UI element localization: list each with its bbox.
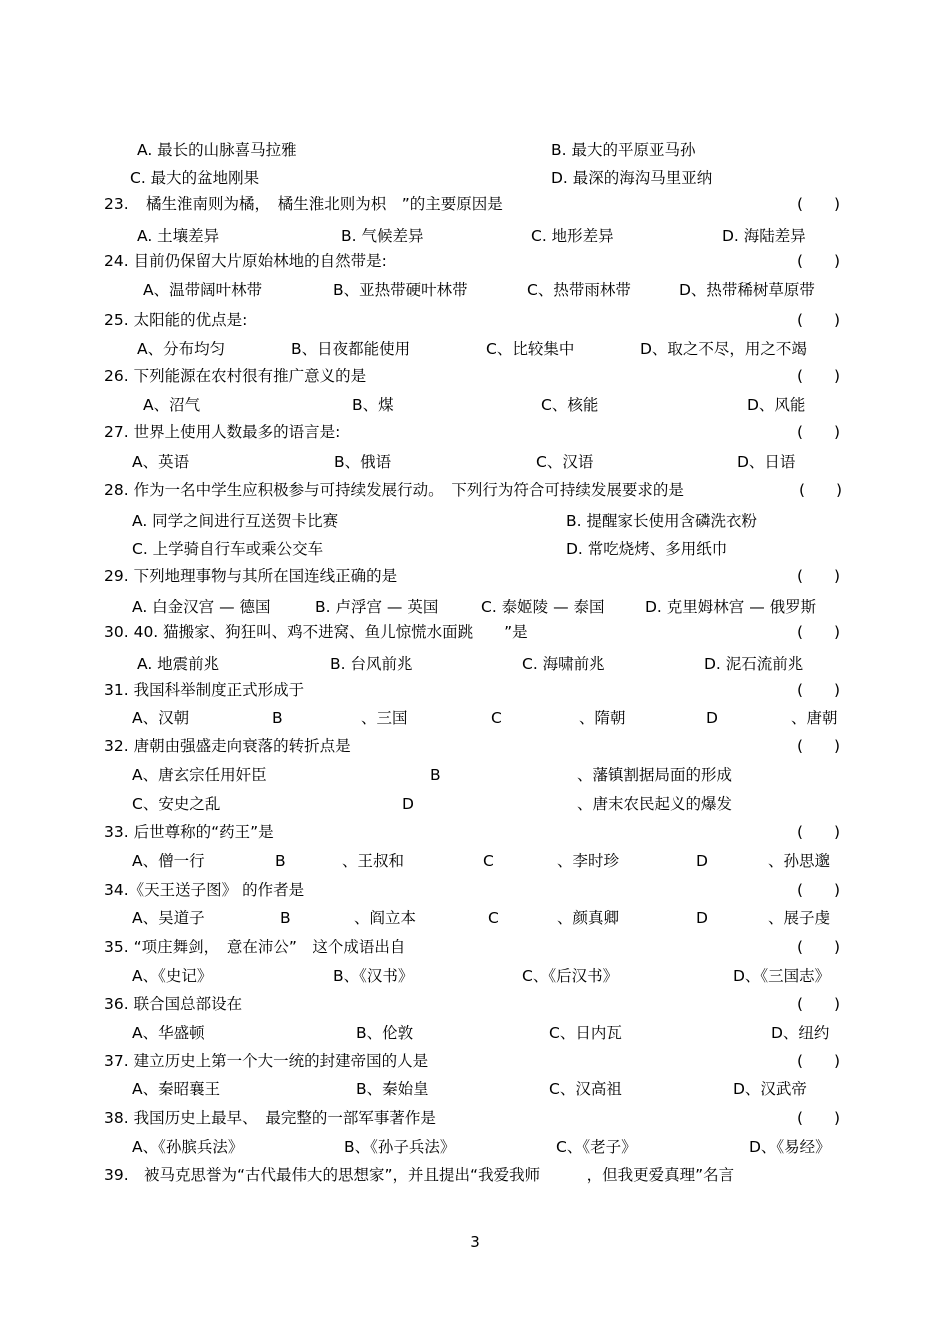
option-c: C、日内瓦 [549, 1024, 622, 1042]
option-c: C、汉语 [536, 453, 594, 471]
option-a: A、吴道子 [132, 909, 205, 927]
answer-blank: ( ) [797, 1109, 841, 1127]
option-a: A、沼气 [143, 396, 201, 414]
option-d: D. 克里姆林宫 — 俄罗斯 [645, 598, 817, 616]
question-24 [0, 249, 950, 273]
option-c: 、颜真卿 [557, 909, 620, 927]
option-b: B. 提醒家长使用含磷洗衣粉 [566, 512, 757, 530]
option-c-letter: C [483, 852, 494, 870]
question-31-options [0, 706, 950, 730]
option-d: D. 海陆差异 [722, 227, 806, 245]
question-text: 27. 世界上使用人数最多的语言是: [104, 423, 341, 441]
question-37-options [0, 1077, 950, 1101]
question-text: 37. 建立历史上第一个大一统的封建帝国的人是 [104, 1052, 429, 1070]
option-b: B. 台风前兆 [330, 655, 413, 673]
page-number: 3 [470, 1233, 480, 1251]
question-text: 25. 太阳能的优点是: [104, 311, 248, 329]
option-a: A、温带阔叶林带 [143, 281, 263, 299]
option-a: A、英语 [132, 453, 190, 471]
option-c: C. 最大的盆地刚果 [130, 169, 260, 187]
option-b-letter: B [272, 709, 283, 727]
question-38 [0, 1106, 950, 1130]
question-33-options [0, 849, 950, 873]
option-a: A、《史记》 [132, 967, 213, 985]
option-b: B. 卢浮宫 — 英国 [315, 598, 439, 616]
question-text: 36. 联合国总部设在 [104, 995, 243, 1013]
question-text: 31. 我国科举制度正式形成于 [104, 681, 305, 699]
question-26 [0, 364, 950, 388]
option-a: A. 地震前兆 [137, 655, 220, 673]
option-d: 、展子虔 [768, 909, 831, 927]
option-c: 、李时珍 [557, 852, 620, 870]
question-28-options-row1 [0, 509, 950, 533]
answer-blank: ( ) [797, 311, 841, 329]
answer-blank: ( ) [797, 195, 841, 213]
option-a: A. 最长的山脉喜马拉雅 [137, 141, 297, 159]
option-b: 、阎立本 [354, 909, 417, 927]
answer-blank: ( ) [797, 938, 841, 956]
question-35 [0, 935, 950, 959]
question-36-options [0, 1021, 950, 1045]
option-b: B. 气候差异 [341, 227, 424, 245]
option-a: A、《孙膑兵法》 [132, 1138, 244, 1156]
question-text: 24. 目前仍保留大片原始林地的自然带是: [104, 252, 387, 270]
answer-blank: ( ) [797, 367, 841, 385]
option-c: C、热带雨林带 [527, 281, 631, 299]
option-d: D. 泥石流前兆 [704, 655, 804, 673]
answer-blank: ( ) [797, 1052, 841, 1070]
option-c: C、安史之乱 [132, 795, 221, 813]
question-25 [0, 308, 950, 332]
answer-blank: ( ) [797, 567, 841, 585]
option-d: D、纽约 [771, 1024, 830, 1042]
option-b: B、《汉书》 [333, 967, 414, 985]
option-b: B、伦敦 [356, 1024, 414, 1042]
question-text: 橘生淮南则为橘， 橘生淮北则为枳 ”的主要原因是 [146, 195, 503, 213]
question-number: 23. [104, 195, 129, 213]
question-36 [0, 992, 950, 1016]
option-b: 、王叔和 [342, 852, 405, 870]
option-c: C、《后汉书》 [522, 967, 619, 985]
option-d: 、孙思邈 [768, 852, 831, 870]
answer-blank: ( ) [797, 823, 841, 841]
question-26-options [0, 393, 950, 417]
option-a: A、秦昭襄王 [132, 1080, 221, 1098]
option-c: C、《老子》 [556, 1138, 637, 1156]
question-31 [0, 678, 950, 702]
option-b: B、俄语 [334, 453, 392, 471]
option-b: 、藩镇割据局面的形成 [577, 766, 733, 784]
question-text: 28. 作为一名中学生应积极参与可持续发展行动。 下列行为符合可持续发展要求的是 [104, 481, 684, 499]
option-d: D、热带稀树草原带 [679, 281, 815, 299]
option-d: 、唐末农民起义的爆发 [577, 795, 733, 813]
option-c-letter: C [491, 709, 502, 727]
question-24-options [0, 278, 950, 302]
option-a: A、华盛顿 [132, 1024, 205, 1042]
option-d: 、唐朝 [791, 709, 838, 727]
option-d: D、日语 [737, 453, 796, 471]
option-a: A. 同学之间进行互送贺卡比赛 [132, 512, 339, 530]
question-28-options-row2 [0, 537, 950, 561]
option-b: B、亚热带硬叶林带 [333, 281, 468, 299]
question-30 [0, 620, 950, 644]
question-23 [0, 192, 950, 216]
question-38-options [0, 1135, 950, 1159]
question-text: 30. 40. 猫搬家、狗狂叫、鸡不进窝、鱼儿惊慌水面跳 ”是 [104, 623, 528, 641]
answer-blank: ( ) [797, 623, 841, 641]
answer-blank: ( ) [797, 252, 841, 270]
question-22-options-row1 [0, 138, 950, 162]
option-c: C. 泰姬陵 — 泰国 [481, 598, 605, 616]
option-d: D、汉武帝 [733, 1080, 807, 1098]
answer-blank: ( ) [797, 681, 841, 699]
option-d: D. 最深的海沟马里亚纳 [551, 169, 713, 187]
question-text: 38. 我国历史上最早、 最完整的一部军事著作是 [104, 1109, 436, 1127]
option-b-letter: B [280, 909, 291, 927]
answer-blank: ( ) [799, 481, 843, 499]
question-35-options [0, 964, 950, 988]
question-text: 被马克思誉为“古代最伟大的思想家”，并且提出“我爱我师 ，但我更爱真理”名言 [144, 1166, 735, 1184]
option-d-letter: D [696, 909, 708, 927]
question-25-options [0, 337, 950, 361]
option-b-letter: B [275, 852, 286, 870]
option-a: A、僧一行 [132, 852, 205, 870]
option-c: 、隋朝 [579, 709, 626, 727]
question-27-options [0, 450, 950, 474]
option-c: C、比较集中 [486, 340, 575, 358]
option-a: A、汉朝 [132, 709, 190, 727]
question-34 [0, 878, 950, 902]
question-39 [0, 1163, 950, 1187]
question-29-options [0, 595, 950, 619]
option-a: A、分布均匀 [137, 340, 226, 358]
option-a: A. 土壤差异 [137, 227, 220, 245]
question-text: 29. 下列地理事物与其所在国连线正确的是 [104, 567, 398, 585]
option-b: B、秦始皇 [356, 1080, 429, 1098]
question-29 [0, 564, 950, 588]
question-text: 26. 下列能源在农村很有推广意义的是 [104, 367, 367, 385]
question-22-options-row2 [0, 166, 950, 190]
question-text: 33. 后世尊称的“药王”是 [104, 823, 274, 841]
question-27 [0, 420, 950, 444]
option-d-letter: D [706, 709, 718, 727]
option-d: D、取之不尽，用之不竭 [640, 340, 807, 358]
question-28 [0, 478, 950, 502]
option-c: C、汉高祖 [549, 1080, 622, 1098]
question-32-options-row1 [0, 763, 950, 787]
answer-blank: ( ) [797, 737, 841, 755]
option-d-letter: D [402, 795, 414, 813]
option-b: B、《孙子兵法》 [344, 1138, 456, 1156]
option-b: B、煤 [352, 396, 394, 414]
question-33 [0, 820, 950, 844]
option-d: D、风能 [747, 396, 806, 414]
question-37 [0, 1049, 950, 1073]
question-32 [0, 734, 950, 758]
option-c: C、核能 [541, 396, 599, 414]
question-34-options [0, 906, 950, 930]
answer-blank: ( ) [797, 881, 841, 899]
question-number: 39. [104, 1166, 129, 1184]
option-c: C. 上学骑自行车或乘公交车 [132, 540, 324, 558]
question-30-options [0, 652, 950, 676]
option-b: B、日夜都能使用 [291, 340, 411, 358]
question-23-options [0, 224, 950, 248]
answer-blank: ( ) [797, 995, 841, 1013]
question-text: 32. 唐朝由强盛走向衰落的转折点是 [104, 737, 351, 755]
question-text: 35. “项庄舞剑， 意在沛公” 这个成语出自 [104, 938, 406, 956]
question-32-options-row2 [0, 792, 950, 816]
question-text: 34.《天王送子图》 的作者是 [104, 881, 305, 899]
option-c: C. 地形差异 [531, 227, 614, 245]
option-b: 、三国 [361, 709, 408, 727]
option-b: B. 最大的平原亚马孙 [551, 141, 696, 159]
option-d: D、《三国志》 [733, 967, 831, 985]
option-d-letter: D [696, 852, 708, 870]
option-d: D、《易经》 [749, 1138, 831, 1156]
answer-blank: ( ) [797, 423, 841, 441]
option-c: C. 海啸前兆 [522, 655, 605, 673]
option-b-letter: B [430, 766, 441, 784]
option-a: A. 白金汉宫 — 德国 [132, 598, 271, 616]
option-d: D. 常吃烧烤、多用纸巾 [566, 540, 728, 558]
option-c-letter: C [488, 909, 499, 927]
option-a: A、唐玄宗任用奸臣 [132, 766, 267, 784]
